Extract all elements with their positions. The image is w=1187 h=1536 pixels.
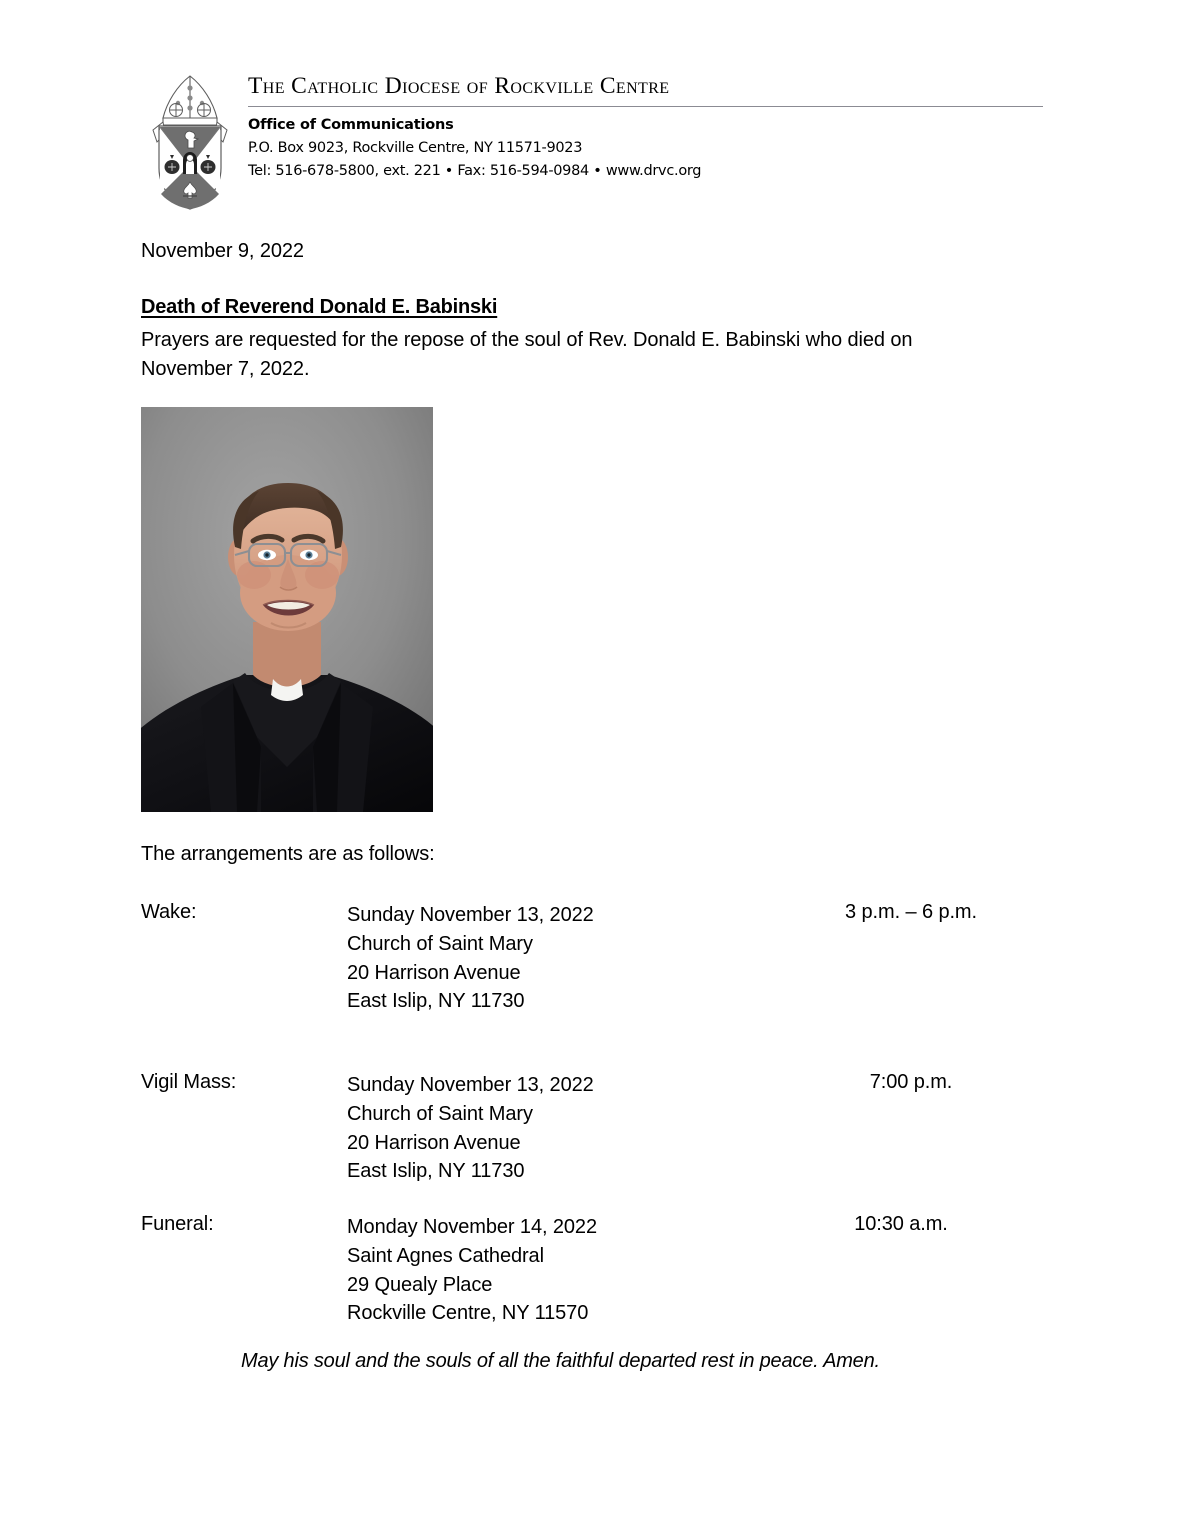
- arrangement-label: Funeral:: [141, 1213, 214, 1235]
- lede-paragraph: Prayers are requested for the repose of the soul of Rev. Donald E. Babinski who died on November 7, 2022.: [141, 329, 913, 380]
- office-name: Office of Communications: [248, 117, 454, 134]
- arrangement-city: East Islip, NY 11730: [347, 1160, 525, 1183]
- diocesan-coat-of-arms-icon: [147, 72, 233, 212]
- arrangement-city: Rockville Centre, NY 11570: [347, 1302, 589, 1325]
- arrangement-street: 20 Harrison Avenue: [347, 1131, 521, 1154]
- arrangement-label: Vigil Mass:: [141, 1071, 237, 1093]
- arrangement-details: [347, 1213, 597, 1328]
- mailing-address: P.O. Box 9023, Rockville Centre, NY 11571-9023: [248, 140, 583, 157]
- arrangement-venue: Saint Agnes Cathedral: [347, 1244, 544, 1267]
- document-date: November 9, 2022: [141, 240, 304, 262]
- arrangement-time: 10:30 a.m.: [854, 1213, 948, 1235]
- arrangement-city: East Islip, NY 11730: [347, 990, 525, 1013]
- arrangements-intro: The arrangements are as follows:: [141, 843, 435, 865]
- arrangement-date: Sunday November 13, 2022: [347, 904, 594, 926]
- arrangement-time: 3 p.m. – 6 p.m.: [845, 901, 977, 923]
- arrangement-venue: Church of Saint Mary: [347, 932, 533, 955]
- arrangement-details: [347, 1071, 594, 1186]
- arrangement-date: Sunday November 13, 2022: [347, 1074, 594, 1096]
- letterhead-divider: [248, 106, 1043, 107]
- arrangement-label: Wake:: [141, 901, 197, 923]
- arrangement-street: 20 Harrison Avenue: [347, 961, 521, 984]
- page-title: Death of Reverend Donald E. Babinski: [141, 296, 498, 318]
- arrangement-venue: Church of Saint Mary: [347, 1102, 533, 1125]
- letterhead-text: [248, 72, 1048, 179]
- contact-line: Tel: 516-678-5800, ext. 221 • Fax: 516-594-0984 • www.drvc.org: [248, 163, 702, 180]
- arrangement-date: Monday November 14, 2022: [347, 1216, 597, 1238]
- arrangement-time: 7:00 p.m.: [869, 1071, 953, 1093]
- portrait-photo: [141, 407, 433, 812]
- closing-prayer: May his soul and the souls of all the faithful departed rest in peace. Amen.: [241, 1350, 880, 1372]
- organization-name: The Catholic Diocese of Rockville Centre: [248, 73, 670, 99]
- arrangement-street: 29 Quealy Place: [347, 1273, 493, 1296]
- letterhead: [141, 72, 1051, 212]
- arrangement-details: [347, 901, 594, 1016]
